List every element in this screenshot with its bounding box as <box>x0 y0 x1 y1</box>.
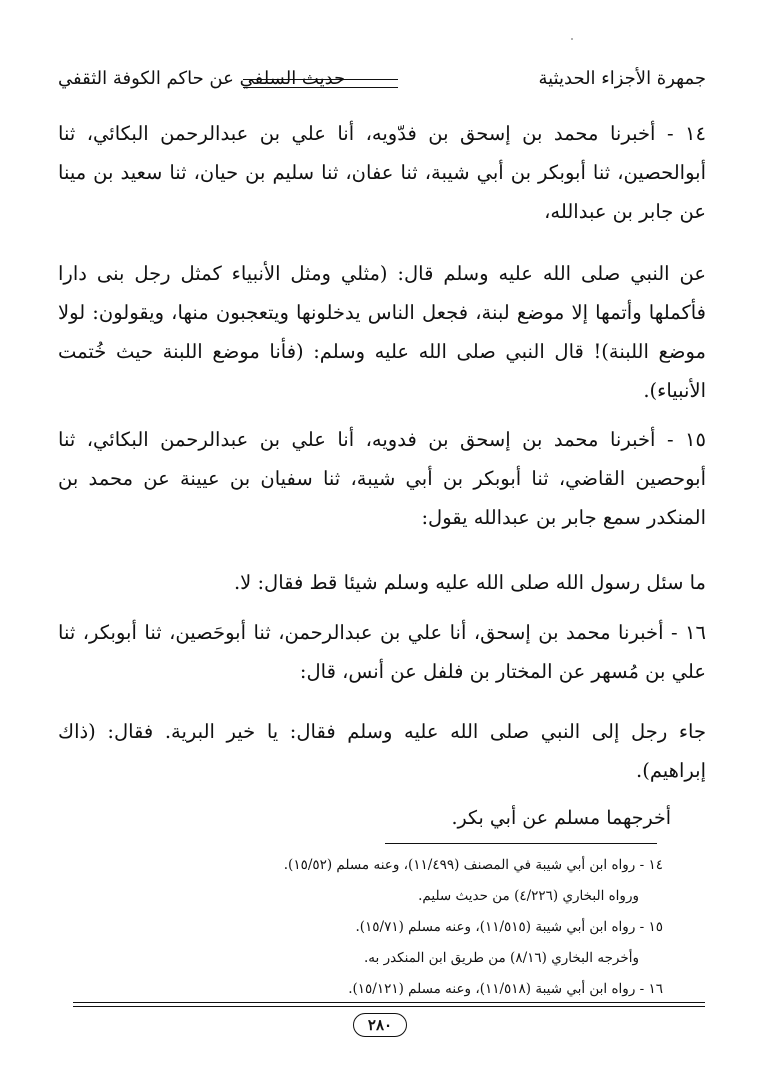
footnote: ١٦ - رواه ابن أبي شيبة (١١/٥١٨)، وعنه مسلم (١٥/١٢١). <box>348 981 663 997</box>
running-header <box>58 68 706 98</box>
footnote: ورواه البخاري (٤/٢٢٦) من حديث سليم. <box>418 888 639 904</box>
hadith-14-matn: عن النبي صلى الله عليه وسلم قال: (مثلي ومثل الأنبياء كمثل رجل بنى دارا فأكملها وأتمها إلا موضع لبنة، فجعل الناس يدخلونها ويتعجبون منها، ويقولون: لولا موضع اللبنة)! قال النبي صلى الله عليه وسلم: (فأنا موضع اللبنة حيث خُتمت الأنبياء). <box>58 262 706 402</box>
extraction-note: أخرجهما مسلم عن أبي بكر. <box>451 807 671 829</box>
header-part-title: حديث السلفي عن حاكم الكوفة الثقفي <box>58 68 346 89</box>
footer-rule-thin <box>73 1002 705 1003</box>
footnote: وأخرجه البخاري (٨/١٦) من طريق ابن المنكدر به. <box>364 950 639 966</box>
hadith-16-matn: جاء رجل إلى النبي صلى الله عليه وسلم فقال: يا خير البرية. فقال: (ذاك إبراهيم). <box>58 720 706 782</box>
footnotes <box>63 850 663 1005</box>
hadith-15-matn: ما سئل رسول الله صلى الله عليه وسلم شيئا قط فقال: لا. <box>233 571 706 594</box>
hadith-15-isnad: ١٥ - أخبرنا محمد بن إسحق بن فدويه، أنا علي بن عبدالرحمن البكائي، ثنا أبوحصين القاضي، ثنا أبوبكر بن أبي شيبة، ثنا سفيان بن عيينة عن محمد بن المنكدر سمع جابر بن عبدالله يقول: <box>58 428 706 529</box>
header-collection-title: جمهرة الأجزاء الحديثية <box>538 68 706 89</box>
footer-rule-thick <box>73 1006 705 1007</box>
footnote: ١٤ - رواه ابن أبي شيبة في المصنف (١١/٤٩٩)، وعنه مسلم (١٥/٥٢). <box>283 857 663 873</box>
footnote: ١٥ - رواه ابن أبي شيبة (١١/٥١٥)، وعنه مسلم (١٥/٧١). <box>355 919 663 935</box>
hadith-16-isnad: ١٦ - أخبرنا محمد بن إسحق، أنا علي بن عبدالرحمن، ثنا أبوحَصين، ثنا أبوبكر، ثنا علي بن مُسهر عن المختار بن فلفل عن أنس، قال: <box>58 621 706 683</box>
hadith-14-isnad: ١٤ - أخبرنا محمد بن إسحق بن فدّويه، أنا علي بن عبدالرحمن البكائي، ثنا أبوالحصين، ثنا أبوبكر بن أبي شيبة، ثنا عفان، ثنا سليم بن حيان، ثنا سعيد بن مينا عن جابر بن عبدالله، <box>58 122 706 223</box>
footnote-separator <box>385 843 657 844</box>
page-number: ٢٨٠ <box>353 1013 407 1037</box>
scan-speck <box>571 38 573 40</box>
footer-rules <box>73 1002 705 1012</box>
